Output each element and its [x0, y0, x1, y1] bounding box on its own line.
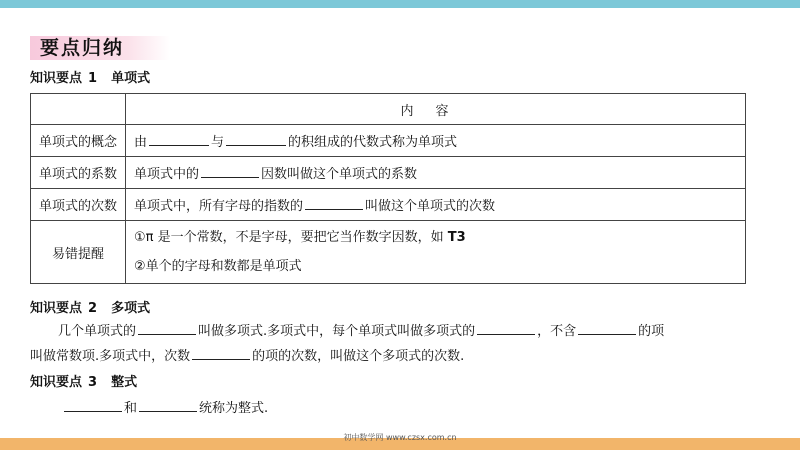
table-header-row	[31, 94, 746, 125]
section-3-number: 3	[88, 375, 98, 390]
text-fragment: 单项式中，所有字母的指数的	[134, 199, 304, 214]
fill-blank[interactable]	[578, 320, 636, 335]
row-content	[126, 157, 746, 189]
row-content	[126, 221, 746, 284]
text-fragment: 统称为整式.	[199, 401, 269, 416]
text-fragment: 叫做这个单项式的次数	[365, 199, 496, 214]
text-fragment: 叫做常数项.多项式中，次数	[30, 349, 191, 364]
table-row	[31, 189, 746, 221]
text-fragment: 因数叫做这个单项式的系数	[261, 167, 418, 182]
tip-reference: T3	[447, 230, 466, 245]
text-fragment: 的项的次数，叫做这个多项式的次数.	[252, 349, 465, 364]
footer-watermark: 初中数学网 www.czsx.com.cn	[343, 433, 457, 442]
section-1-number: 1	[88, 71, 98, 86]
section-2-label: 知识要点	[30, 301, 83, 316]
section-1-label: 知识要点	[30, 71, 83, 86]
section-2-title	[30, 300, 150, 318]
text-fragment: 叫做多项式.多项式中，每个单项式叫做多项式的	[198, 324, 476, 339]
fill-blank[interactable]	[192, 345, 250, 360]
row-content	[126, 125, 746, 157]
key-points-table	[30, 93, 746, 284]
text-fragment: 几个单项式的	[58, 324, 137, 339]
fill-blank[interactable]	[477, 320, 535, 335]
section-3-label: 知识要点	[30, 375, 83, 390]
section-1-title	[30, 70, 150, 88]
row-label: 单项式的次数	[31, 189, 126, 221]
row-label: 单项式的系数	[31, 157, 126, 189]
row-label: 易错提醒	[31, 221, 126, 284]
section-3-title	[30, 374, 137, 392]
table-header-content: 内容	[126, 94, 746, 125]
table-row	[31, 125, 746, 157]
tip-line-1	[134, 223, 737, 252]
section-heading: 要点归纳	[30, 36, 170, 60]
row-content	[126, 189, 746, 221]
section-2-name: 多项式	[111, 301, 151, 316]
fill-blank[interactable]	[138, 320, 196, 335]
text-fragment: 的积组成的代数式称为单项式	[288, 135, 458, 150]
fill-blank[interactable]	[305, 195, 363, 210]
row-label: 单项式的概念	[31, 125, 126, 157]
text-fragment: 由	[134, 135, 148, 150]
tip-text: ①π 是一个常数，不是字母，要把它当作数字因数，如	[134, 230, 444, 245]
section-3-name: 整式	[111, 375, 138, 390]
fill-blank[interactable]	[149, 131, 209, 146]
table-row	[31, 157, 746, 189]
fill-blank[interactable]	[139, 397, 197, 412]
text-fragment: 和	[124, 401, 138, 416]
fill-blank[interactable]	[201, 163, 259, 178]
section-1-name: 单项式	[111, 71, 151, 86]
text-fragment: 与	[211, 135, 225, 150]
section-3-paragraph	[62, 396, 268, 421]
fill-blank[interactable]	[64, 397, 122, 412]
table-row	[31, 221, 746, 284]
section-2-paragraph-line-1	[58, 319, 664, 344]
table-header-blank-cell	[31, 94, 126, 125]
top-accent-bar	[0, 0, 800, 8]
text-fragment: ，不含	[537, 324, 577, 339]
section-2-paragraph-line-2	[30, 344, 464, 369]
section-2-number: 2	[88, 301, 98, 316]
text-fragment: 单项式中的	[134, 167, 200, 182]
text-fragment: 的项	[638, 324, 665, 339]
fill-blank[interactable]	[226, 131, 286, 146]
tip-line-2: ②单个的字母和数都是单项式	[134, 259, 302, 274]
